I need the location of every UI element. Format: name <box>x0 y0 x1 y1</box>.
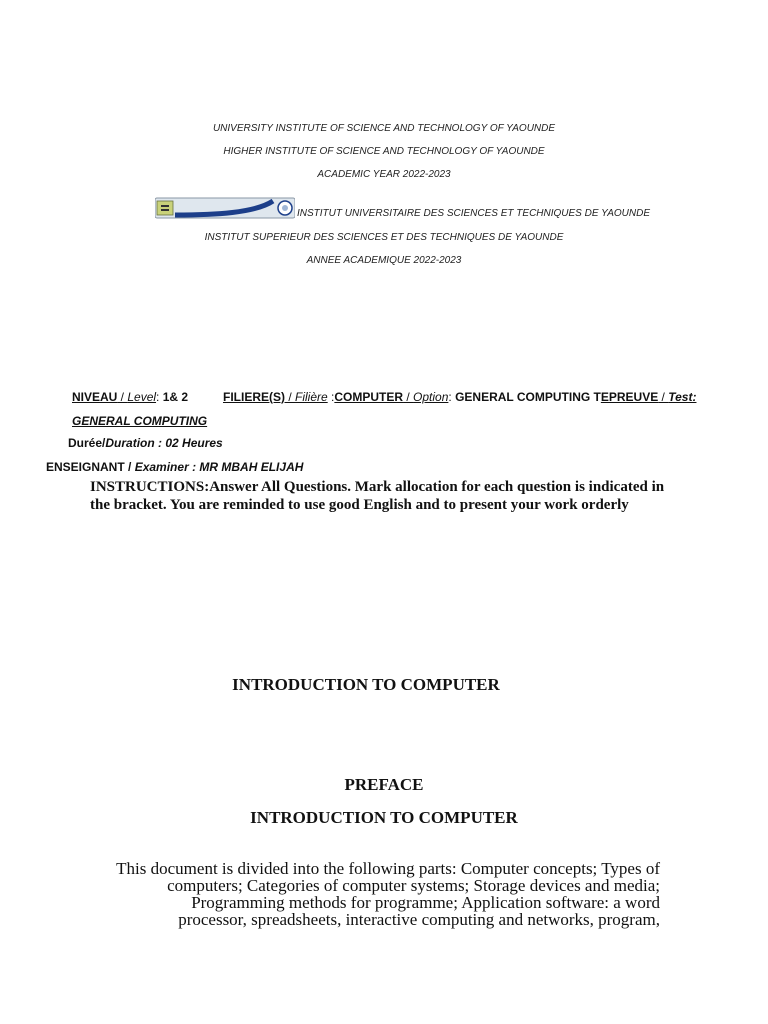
header-line-institut-universitaire: INSTITUT UNIVERSITAIRE DES SCIENCES ET TECHNIQUES DE YAOUNDE <box>297 208 651 219</box>
institution-logo <box>155 197 295 219</box>
instructions-text: INSTRUCTIONS:Answer All Questions. Mark allocation for each question is indicated in the bracket. You are reminded to use good English and to present your work orderly <box>90 479 665 513</box>
header-line-university: UNIVERSITY INSTITUTE OF SCIENCE AND TECHNOLOGY OF YAOUNDE <box>212 123 556 134</box>
examiner-field: ENSEIGNANT / Examiner : MR MBAH ELIJAH <box>46 460 304 474</box>
header-line-academic-year: ACADEMIC YEAR 2022-2023 <box>317 169 451 180</box>
intro-paragraph <box>96 860 660 928</box>
paragraph-line: Programming methods for programme; Application software: a word <box>191 893 660 912</box>
test-label: Test: <box>668 390 697 404</box>
filiere-field: FILIERE(S) / Filière :COMPUTER / Option: GENERAL COMPUTING TEPREUVE / Test: <box>223 390 697 404</box>
duration-field: Durée/Duration : 02 Heures <box>68 436 223 450</box>
main-title: INTRODUCTION TO COMPUTER <box>232 675 500 694</box>
niveau-label: NIVEAU <box>72 390 118 404</box>
level-value: 1& 2 <box>162 390 189 404</box>
option-label: Option <box>413 390 449 404</box>
option-value: GENERAL COMPUTING T <box>455 390 601 404</box>
duree-label: Durée <box>68 436 103 450</box>
paragraph-line: computers; Categories of computer systems; Storage devices and media; <box>167 876 660 895</box>
examiner-text: Examiner : MR MBAH ELIJAH <box>134 460 304 474</box>
enseignant-label: ENSEIGNANT <box>46 460 125 474</box>
preface-heading: PREFACE <box>344 775 424 794</box>
duration-text: Duration : 02 Heures <box>105 436 223 450</box>
paragraph-line: processor, spreadsheets, interactive computing and networks, program, <box>178 910 660 929</box>
paragraph-line: This document is divided into the following parts: Computer concepts; Types of <box>116 859 660 878</box>
header-line-annee-academique: ANNEE ACADEMIQUE 2022-2023 <box>306 255 462 266</box>
filiere-value: COMPUTER <box>334 390 404 404</box>
logo-graphic <box>155 197 295 219</box>
epreuve-label: EPREUVE <box>600 390 659 404</box>
level-label: Level <box>127 390 157 404</box>
sub-title: INTRODUCTION TO COMPUTER <box>250 808 518 827</box>
header-line-institut-superieur: INSTITUT SUPERIEUR DES SCIENCES ET DES TECHNIQUES DE YAOUNDE <box>204 232 564 243</box>
level-field: NIVEAU / Level: 1& 2 <box>72 390 189 404</box>
test-value: GENERAL COMPUTING <box>72 414 208 428</box>
header-line-higher-institute: HIGHER INSTITUTE OF SCIENCE AND TECHNOLOGY OF YAOUNDE <box>223 146 545 157</box>
filiere-label: FILIERE(S) <box>223 390 285 404</box>
filiere-italic-label: Filière <box>295 390 328 404</box>
